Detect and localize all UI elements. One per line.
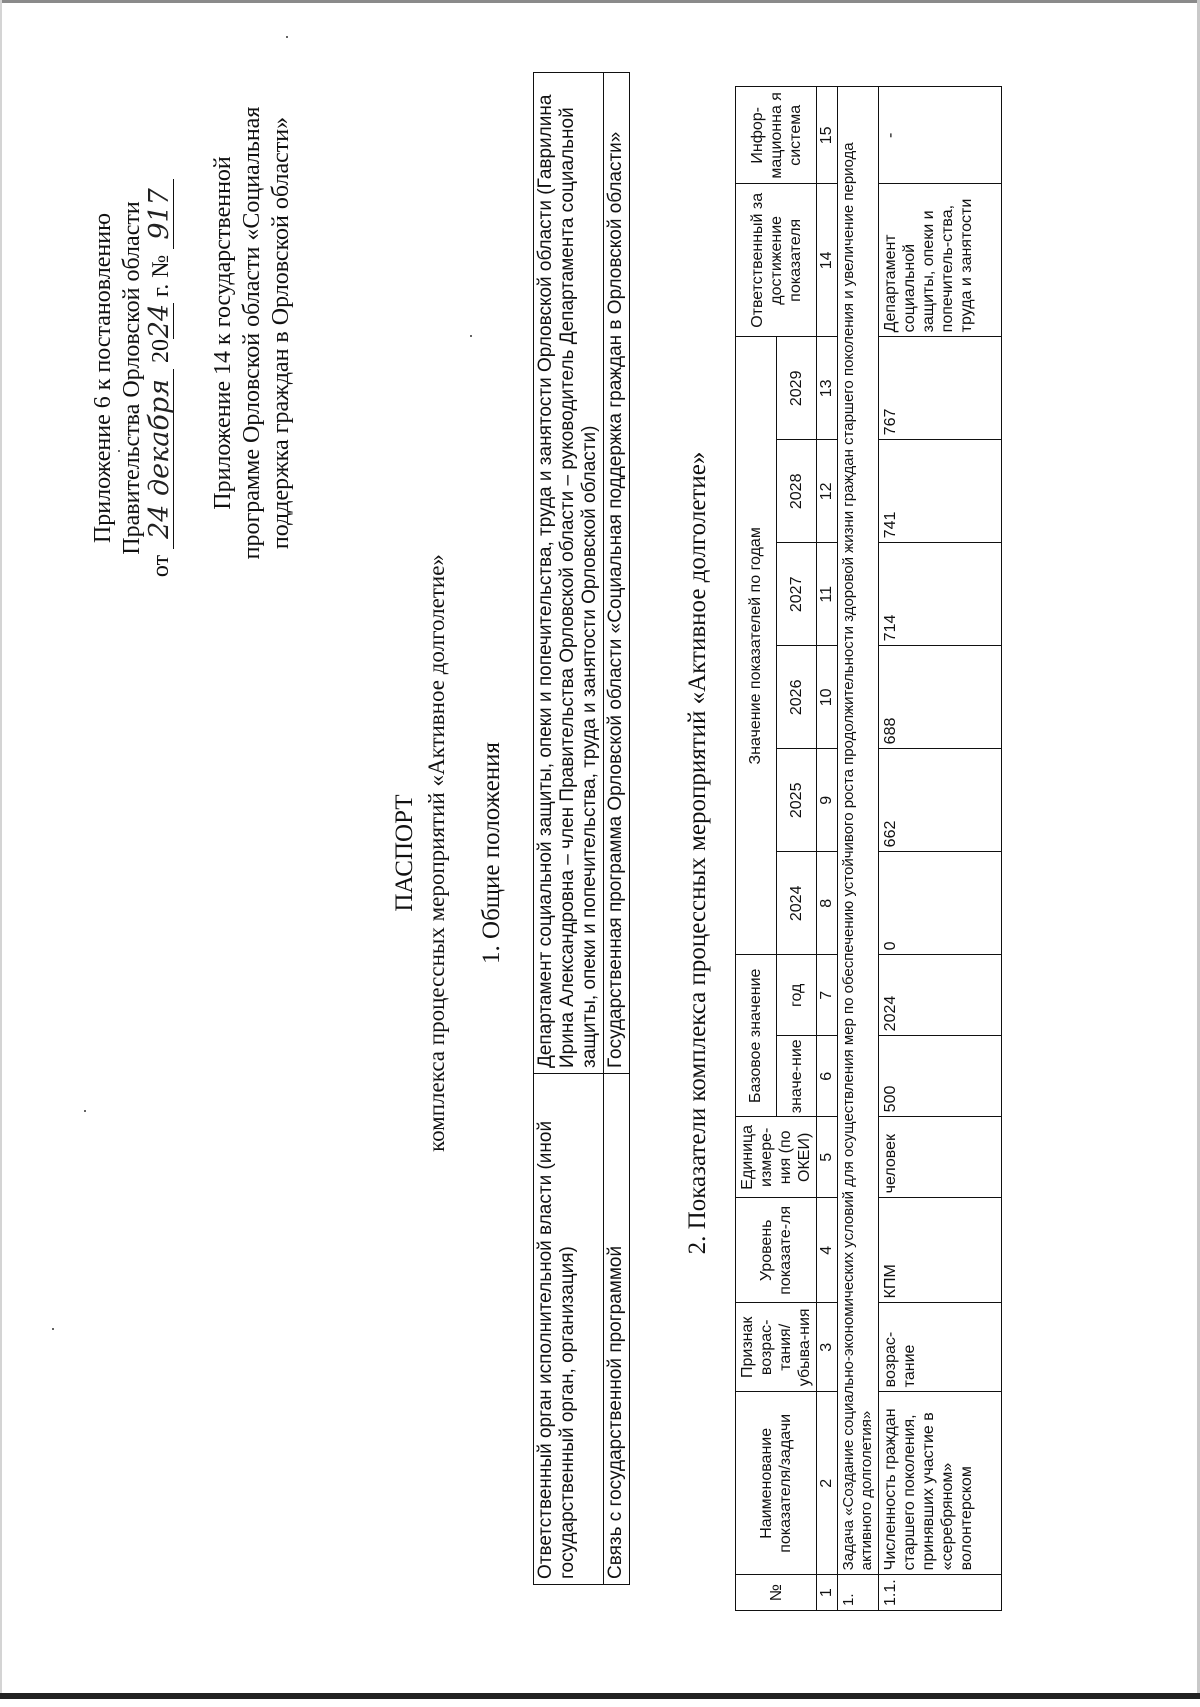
header-year: 2025 xyxy=(776,749,817,852)
scan-edge-left xyxy=(0,0,2,1693)
general-row xyxy=(534,73,604,1585)
indicator-value: 688 xyxy=(879,646,1002,749)
header-row xyxy=(736,87,777,1611)
header-unit: Единица измере-ния (по ОКЕИ) xyxy=(736,1117,817,1198)
column-number: 5 xyxy=(817,1117,838,1198)
column-number: 8 xyxy=(817,852,838,955)
general-row xyxy=(604,73,630,1585)
indicator-level: КПМ xyxy=(879,1198,1002,1303)
handwritten-number: 917 xyxy=(147,179,174,249)
header-base-value: значе-ние xyxy=(776,1036,817,1117)
scan-edge-top xyxy=(0,0,1200,3)
task-number: 1. xyxy=(838,1575,879,1611)
appendix-line-2: Правительства Орловской области xyxy=(119,201,145,555)
column-number: 6 xyxy=(817,1036,838,1117)
indicator-info-system: - xyxy=(879,87,1002,184)
indicator-base-year: 2024 xyxy=(879,955,1002,1036)
header-base: Базовое значение xyxy=(736,955,777,1117)
indicator-base-value: 500 xyxy=(879,1036,1002,1117)
section-2-heading: 2. Показатели комплекса процессных мероприятий «Активное долголетие» xyxy=(684,451,711,1255)
indicator-number: 1.1. xyxy=(879,1575,1002,1611)
handwritten-year: 24 xyxy=(144,303,175,339)
section-1-heading: 1. Общие положения xyxy=(478,742,505,964)
appendix-date-line xyxy=(144,98,176,658)
appendix-line-1: Приложение 6 к постановлению xyxy=(90,212,116,544)
from-label: от xyxy=(148,554,174,578)
header-year: 2028 xyxy=(776,440,817,543)
general-provisions-table xyxy=(533,72,630,1585)
task-row xyxy=(838,87,879,1611)
column-number: 4 xyxy=(817,1198,838,1303)
header-sign: Признак возрас-тания/ убыва-ния xyxy=(736,1303,817,1392)
header-values-by-year: Значение показателей по годам xyxy=(736,337,777,955)
header-year: 2026 xyxy=(776,646,817,749)
general-row-label: Связь с государственной программой xyxy=(604,1074,630,1585)
handwritten-date: 24 декабря xyxy=(147,369,174,549)
program-appendix-line-1: Приложение 14 к государственной xyxy=(210,156,236,510)
header-name: Наименование показателя/задачи xyxy=(736,1392,817,1575)
indicator-value: 0 xyxy=(879,852,1002,955)
header-level: Уровень показате-ля xyxy=(736,1198,817,1303)
general-row-value: Департамент социальной защиты, опеки и попечительства, труда и занятости Орловской области (Гаврилина Ирина Александровна – член Правительства Орловской области – руководитель Департамента социальной защиты, опеки и попечительства, труда и занятости Орловской области) xyxy=(534,73,604,1074)
column-number: 7 xyxy=(817,955,838,1036)
header-year: 2024 xyxy=(776,852,817,955)
column-number: 15 xyxy=(817,87,838,184)
appendix-header xyxy=(89,98,176,658)
general-row-label: Ответственный орган исполнительной власти (иной государственный орган, организация) xyxy=(534,1074,604,1585)
column-number: 2 xyxy=(817,1392,838,1575)
program-appendix-header xyxy=(209,98,296,568)
header-base-year: год xyxy=(776,955,817,1036)
number-label: г. № xyxy=(148,254,174,297)
indicator-unit: человек xyxy=(879,1117,1002,1198)
header-responsible: Ответственный за достижение показателя xyxy=(736,184,817,337)
header-info-system: Инфор-мационна я система xyxy=(736,87,817,184)
column-number: 10 xyxy=(817,646,838,749)
general-row-value: Государственная программа Орловской области «Социальная поддержка граждан в Орловской области» xyxy=(604,73,630,1074)
document-page xyxy=(45,43,1155,1663)
column-number-row xyxy=(817,87,838,1611)
header-no: № xyxy=(736,1575,817,1611)
indicator-value: 741 xyxy=(879,440,1002,543)
indicators-table xyxy=(735,86,1002,1611)
indicator-responsible: Департамент социальной защиты, опеки и попечитель-ства, труда и занятости xyxy=(879,184,1002,337)
indicator-value: 767 xyxy=(879,337,1002,440)
column-number: 9 xyxy=(817,749,838,852)
column-number: 1 xyxy=(817,1575,838,1611)
column-number: 12 xyxy=(817,440,838,543)
column-number: 14 xyxy=(817,184,838,337)
column-number: 3 xyxy=(817,1303,838,1392)
program-appendix-line-2: программе Орловской области «Социальная xyxy=(239,106,265,560)
indicator-name: Численность граждан старшего поколения, принявших участие в «серебряном» волонтерском xyxy=(879,1392,1002,1575)
header-year: 2029 xyxy=(776,337,817,440)
program-appendix-line-3: поддержка граждан в Орловской области» xyxy=(268,116,294,550)
indicator-sign: возрас-тание xyxy=(879,1303,1002,1392)
indicator-value: 714 xyxy=(879,543,1002,646)
header-year: 2027 xyxy=(776,543,817,646)
column-number: 11 xyxy=(817,543,838,646)
indicator-value: 662 xyxy=(879,749,1002,852)
task-text: Задача «Создание социально-экономических условий для осуществления мер по обеспечению устойчивого роста продолжительности здоровой жизни граждан старшего поколения и увеличение периода активного долголетия» xyxy=(838,87,879,1575)
indicator-row xyxy=(879,87,1002,1611)
column-number: 13 xyxy=(817,337,838,440)
page-subtitle: комплекса процессных мероприятий «Активное долголетие» xyxy=(424,554,449,1152)
scan-edge-bottom xyxy=(0,1693,1200,1699)
scan-speck xyxy=(286,36,288,38)
year-prefix: 20 xyxy=(148,338,174,363)
page-title: ПАСПОРТ xyxy=(391,794,418,912)
